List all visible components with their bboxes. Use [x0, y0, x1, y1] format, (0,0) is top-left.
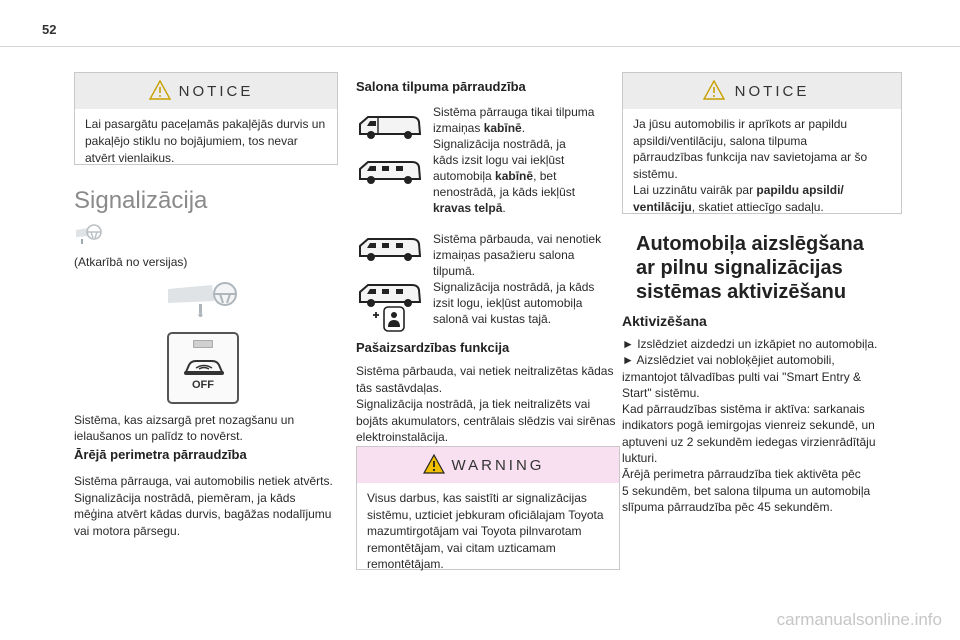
passenger-text: tilpumā. [433, 264, 476, 278]
activation-text: Start" sistēmu. [622, 385, 700, 400]
section-title: Signalizācija [74, 187, 208, 214]
notice-title: NOTICE [734, 82, 810, 100]
selfprotect-text: elektroinstalācija. [356, 430, 449, 444]
volumetric-emphasis: kabīnē [483, 121, 522, 135]
notice-header [623, 73, 901, 109]
warning-text: remontētājam, vai citam uzticamam [367, 540, 556, 555]
volumetric-text: Signalizācija nostrādā, ja [433, 137, 566, 151]
selfprotect-text: tās sastāvdaļas. [356, 380, 443, 395]
warning-text: Visus darbus, kas saistīti ar signalizācijas [367, 491, 587, 505]
notice-header [75, 73, 337, 109]
activation-text: slīpuma pārraudzība pēc 45 sekundēm. [622, 499, 833, 514]
selfprotect-heading: Pašaizsardzības funkcija [356, 340, 510, 355]
off-label: OFF [192, 379, 214, 391]
volumetric-text: kāds izsit logu vai iekļūst [433, 153, 565, 167]
main-title: Automobiļa aizslēgšana [636, 233, 864, 255]
main-title: ar pilnu signalizācijas [636, 257, 843, 279]
activation-text: Kad pārraudzības sistēma ir aktīva: sarkanais [622, 402, 865, 417]
activation-text: lukturi. [622, 451, 658, 466]
volumetric-text: , bet [533, 169, 557, 183]
volumetric-heading: Salona tilpuma pārraudzība [356, 79, 526, 94]
main-title: sistēmas aktivizēšanu [636, 281, 847, 303]
volumetric-text: . [521, 121, 526, 135]
intro-text: Sistēma, kas aizsargā pret nozagšanu un [74, 413, 295, 427]
warning-header [357, 447, 619, 483]
notice-text: Lai uzzinātu vairāk par [633, 183, 757, 197]
passenger-text: Sistēma pārbauda, vai nenotiek [433, 232, 602, 246]
intro-text: ielaušanos un palīdz to novērst. [74, 429, 243, 443]
perimeter-text: Signalizācija nostrādā, piemēram, ja kāds [74, 490, 296, 505]
alarm-version-icon [76, 224, 104, 246]
van-cabin-icon [356, 112, 426, 142]
notice-text: atvērt vienlaikus. [85, 151, 175, 165]
passenger-text: Signalizācija nostrādā, ja kāds [433, 280, 595, 294]
warning-triangle-icon [149, 80, 171, 100]
warning-text: remontētājam. [367, 557, 444, 571]
versions-note: (Atkarībā no versijas) [74, 255, 188, 269]
volumetric-emphasis: kravas telpā [433, 201, 503, 215]
notice-box-left [74, 72, 338, 165]
van-cargo-icon [356, 157, 426, 187]
activation-text: ► Aizslēdziet vai nobloķējiet automobili, [622, 353, 835, 368]
notice-text: , skatiet attiecīgo sadaļu. [691, 199, 824, 214]
notice-text: apsildi/ventilāciju, salona tilpuma [633, 133, 808, 148]
perimeter-text: mēģina atvērt kādas durvis, bagāžas nodalījumu [74, 507, 332, 521]
activation-text: 5 sekundēm, bet salona tilpuma un automobiļa [622, 483, 871, 498]
page-number: 52 [42, 22, 57, 37]
notice-text: Lai pasargātu paceļamās pakaļējās durvis un [85, 117, 326, 131]
activation-heading: Aktivizēšana [622, 313, 707, 329]
warning-box [356, 446, 620, 570]
volumetric-emphasis: kabīnē [495, 169, 534, 183]
activation-text: aptuveni uz 2 sekundēm iedegas virzienrādītāju [622, 434, 876, 449]
notice-text: Ja jūsu automobilis ir aprīkots ar papildu [633, 117, 848, 131]
warning-title: WARNING [451, 456, 545, 474]
passenger-text: izsit logu, iekļūst automobiļa [433, 296, 583, 310]
perimeter-heading: Ārējā perimetra pārraudzība [74, 447, 247, 462]
notice-emphasis: papildu apsildi/ [756, 183, 844, 197]
warning-text: mazumtirgotājam vai Toyota pilnvarotam [367, 524, 582, 538]
header-divider [0, 46, 960, 47]
notice-emphasis: ventilāciju [633, 199, 692, 214]
volumetric-text: Sistēma pārrauga tikai tilpuma [433, 105, 595, 119]
volumetric-text: . [502, 201, 506, 215]
notice-text: pakaļējo stiklu no bojājumiem, tos nevar [85, 134, 298, 148]
selfprotect-text: bojāts akumulators, centrālais slēdzis vai sirēnas [356, 413, 616, 428]
volumetric-text: nenostrādā, ja kāds iekļūst [433, 185, 576, 199]
volumetric-text: izmaiņas [433, 121, 484, 135]
passenger-text: izmaiņas pasažieru salona [433, 248, 575, 262]
perimeter-text: vai motora pārsegu. [74, 523, 181, 538]
watermark: carmanualsonline.info [776, 610, 942, 629]
perimeter-text: Sistēma pārrauga, vai automobilis netiek atvērts. [74, 474, 333, 488]
activation-text: izmantojot tālvadības pulti vai "Smart Entry & [622, 369, 862, 384]
steering-wheel-dashboard-icon [168, 281, 248, 321]
alarm-off-button[interactable] [167, 332, 239, 404]
selfprotect-text: Signalizācija nostrādā, ja tiek neitralizēts vai [356, 397, 591, 411]
selfprotect-text: Sistēma pārbauda, vai netiek neitralizētas kādas [356, 364, 614, 378]
warning-triangle-icon [703, 80, 725, 100]
notice-text: pārraudzības funkcija nav savietojama ar šo [633, 150, 868, 164]
van-passenger-icon [356, 234, 426, 264]
car-alarm-icon [181, 356, 227, 378]
button-indicator-led [193, 340, 213, 348]
notice-box-right [622, 72, 902, 214]
notice-title: NOTICE [178, 82, 254, 100]
passenger-text: salonā vai kustas tajā. [433, 312, 552, 326]
warning-text: sistēmu, uzticiet jebkuram oficiālajam Toyota [367, 507, 604, 522]
activation-text: indikators pogā iemirgojas vienreiz sekundē, un [622, 418, 875, 433]
cabin-occupant-icon [372, 306, 406, 332]
activation-text: Ārējā perimetra pārraudzība tiek aktivēta pēc [622, 467, 861, 482]
warning-triangle-icon [423, 454, 445, 474]
activation-text: ► Izslēdziet aizdedzi un izkāpiet no automobiļa. [622, 337, 878, 351]
notice-text: sistēmu. [633, 166, 678, 181]
volumetric-text: automobiļa [433, 169, 496, 183]
